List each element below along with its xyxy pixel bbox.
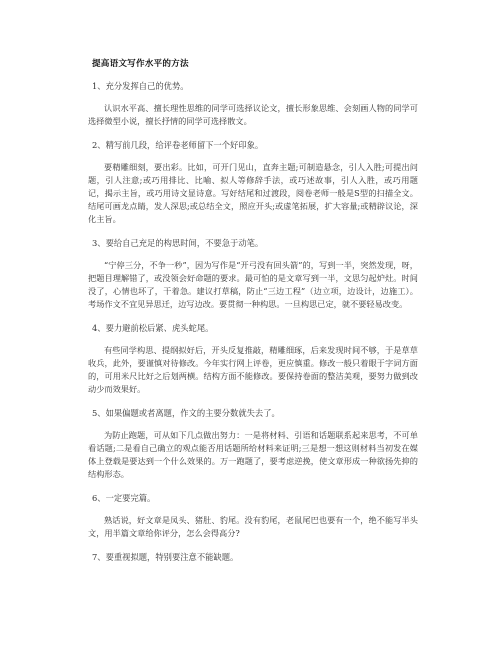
section-7-heading: 7、要重视拟题，特别要注意不能缺题。 — [92, 552, 239, 562]
section-2-body: 要精雕细刻，要出彩。比如，可开门见山，直奔主题;可制造悬念，引人入胜;可提出问题，引人注意;或巧用排比、比喻、拟人等修辞手法，或巧述故事，引人入胜，或巧用题记，揭示主旨，或巧用诗文显诗意。写好结尾和过渡段，阅卷老师一般是S型的扫描全文。结尾可画龙点睛，发人深思;或总结全文，照应开头;或虚笔拓展，扩大容量;或精辟议论，深化主旨。 — [88, 162, 418, 224]
document-title: 提高语文写作水平的方法 — [92, 59, 189, 69]
section-4-body: 有些同学构思、提纲拟好后，开头反复推敲，精雕细琢，后来发现时间不够，于是草草收兵，此外，要谨慎对待修改。今年实行网上评卷，更应慎重。修改一般只着眼于字词方面的，可用米尺比好之后划两横。结构方面不能修改。要保持卷面的整洁美观，要努力做到改动少而效果好。 — [88, 345, 418, 394]
section-5-body: 为防止跑题，可从如下几点做出努力：一是将材料、引语和话题联系起来思考，不可单看话题;二是看自己确立的观点能否用话题所给材料来证明;三是想一想这则材料当初发在媒体上登载是要达到一个什么效果的。万一跑题了，要考虑逆挽，使文章形成一种欲扬先抑的结构形态。 — [88, 430, 418, 479]
section-3-body: “宁停三分，不争一秒”，因为写作是“开弓没有回头箭”的，写到一半，突然发现，呀，把题目理解错了，或没领会好命题的要求。最可怕的是文章写到一半，文思匀起炉灶。时间没了，心情也坏了，干着急。建议打草稿，防止“三边工程”（边立项，边设计，边施工）。考场作文不宜见异思迁，边写边改。要贯彻一种构思。一旦构思已定，就不要轻易改变。 — [88, 260, 418, 309]
section-6-heading: 6、一定要完篇。 — [92, 493, 156, 503]
section-1-body: 认识水平高、擅长理性思维的同学可选择议论文，擅长形象思维、会刻画人物的同学可选择微型小说，擅长抒情的同学可选择散文。 — [88, 103, 418, 126]
section-2-heading: 2、精写前几段，给评卷老师留下一个好印象。 — [92, 140, 264, 150]
section-3-heading: 3、要给自己充足的构思时间，不要急于动笔。 — [92, 238, 264, 248]
document-page — [88, 58, 418, 573]
section-4-heading: 4、要力避前松后紧、虎头蛇尾。 — [92, 323, 214, 333]
section-6-body: 熟话说，好文章是凤头、猪肚、豹尾。没有豹尾，老鼠尾巴也要有一个，绝不能写半头文，用半篇文章给你评分，怎么会得高分? — [88, 515, 418, 538]
section-5-heading: 5、如果偏题或者离题，作文的主要分数就失去了。 — [92, 408, 280, 418]
section-1-heading: 1、充分发挥自己的优势。 — [92, 81, 189, 91]
